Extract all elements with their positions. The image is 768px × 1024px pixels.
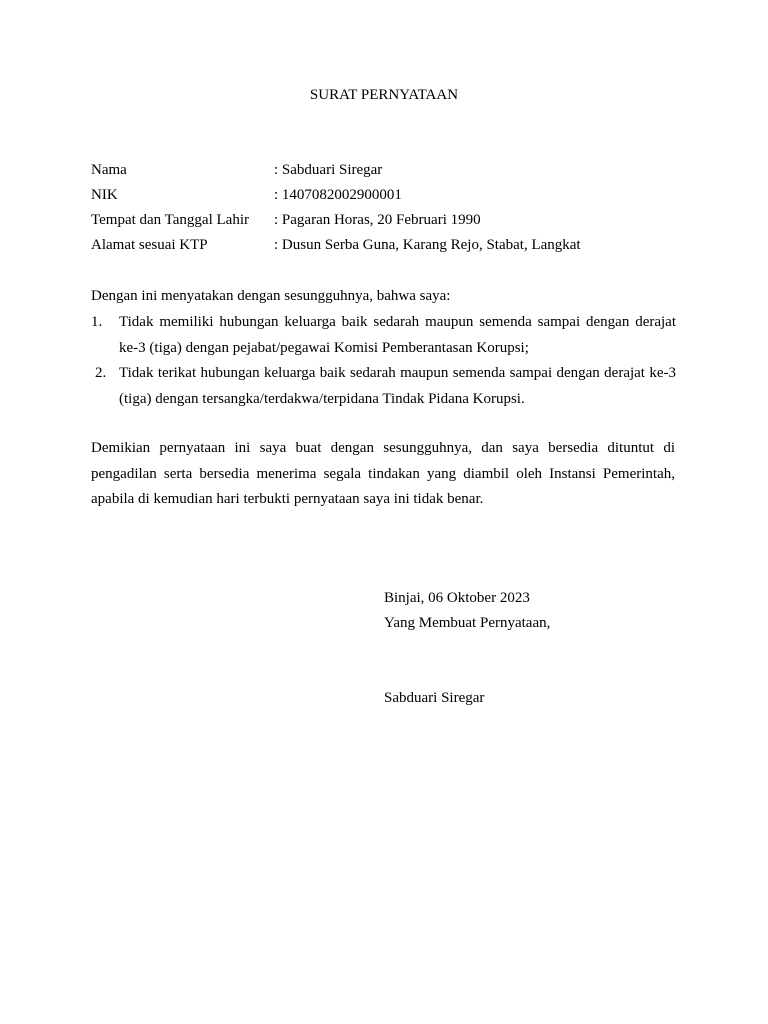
identity-value: : 1407082002900001 (274, 187, 402, 203)
statement-number: 1. (91, 314, 103, 330)
document-title: SURAT PERNYATAAN (309, 87, 459, 103)
signature-place-date: Binjai, 06 Oktober 2023 (384, 590, 530, 606)
closing-paragraph: Demikian pernyataan ini saya buat dengan sesungguhnya, dan saya bersedia dituntut di pengadilan serta bersedia menerima segala tindakan yang diambil oleh Instansi Pemerintah, apabila di kemudian hari terbukti pernyataan saya ini tidak benar. (91, 440, 675, 507)
identity-section (91, 159, 691, 259)
statement-item (91, 361, 676, 412)
intro-text: Dengan ini menyatakan dengan sesungguhnya, bahwa saya: (91, 288, 451, 304)
statement-item (91, 310, 676, 361)
identity-row-birth (91, 209, 691, 234)
identity-value: : Dusun Serba Guna, Karang Rejo, Stabat, Langkat (274, 237, 581, 253)
statement-text: Tidak terikat hubungan keluarga baik sedarah maupun semenda sampai dengan derajat ke-3 (tiga) dengan tersangka/terdakwa/terpidana Tindak Pidana Korupsi. (119, 365, 676, 407)
identity-value: : Sabduari Siregar (274, 162, 383, 178)
identity-value: : Pagaran Horas, 20 Februari 1990 (274, 212, 481, 228)
identity-row-name (91, 159, 691, 184)
identity-row-address (91, 234, 691, 259)
identity-label: Alamat sesuai KTP (91, 237, 208, 253)
statement-list (91, 310, 676, 412)
signature-role: Yang Membuat Pernyataan, (384, 615, 551, 631)
identity-label: Nama (91, 162, 127, 178)
identity-row-nik (91, 184, 691, 209)
statement-text: Tidak memiliki hubungan keluarga baik sedarah maupun semenda sampai dengan derajat ke-3 (tiga) dengan pejabat/pegawai Komisi Pemberantasan Korupsi; (119, 314, 676, 356)
identity-label: NIK (91, 187, 118, 203)
statement-number: 2. (95, 365, 107, 381)
signature-name: Sabduari Siregar (384, 690, 485, 706)
identity-label: Tempat dan Tanggal Lahir (91, 212, 249, 228)
